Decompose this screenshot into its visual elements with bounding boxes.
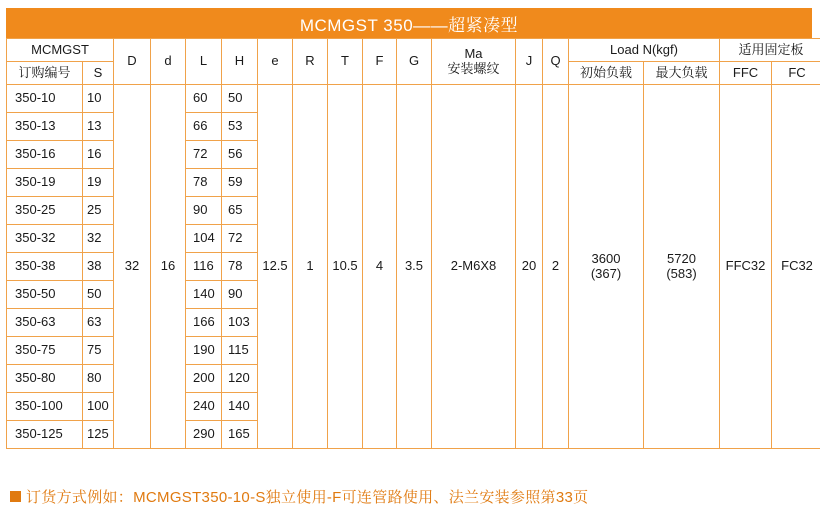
- common-max-load-kgf: (583): [666, 265, 697, 281]
- cell-l: 72: [186, 141, 222, 169]
- header-j: J: [516, 39, 543, 85]
- header-ffc: FFC: [720, 62, 772, 85]
- cell-order-no: 350-100: [7, 393, 83, 421]
- cell-order-no: 350-125: [7, 421, 83, 449]
- table-row: [7, 85, 820, 113]
- cell-order-no: 350-32: [7, 225, 83, 253]
- common-initial-load: [569, 85, 644, 449]
- header-s: S: [83, 62, 114, 85]
- common-g: 3.5: [397, 85, 432, 449]
- common-ffc: FFC32: [720, 85, 772, 449]
- header-r: R: [293, 39, 328, 85]
- cell-l: 104: [186, 225, 222, 253]
- cell-h: 140: [222, 393, 258, 421]
- header-ma-line2: 安装螺纹: [447, 60, 500, 76]
- common-d-upper: 32: [114, 85, 151, 449]
- cell-s: 16: [83, 141, 114, 169]
- order-note: [10, 486, 588, 507]
- cell-h: 115: [222, 337, 258, 365]
- cell-s: 75: [83, 337, 114, 365]
- common-r: 1: [293, 85, 328, 449]
- cell-h: 56: [222, 141, 258, 169]
- order-note-text: 订货方式例如：MCMGST350-10-S独立使用-F可连管路使用、法兰安装参照第33页: [26, 489, 589, 506]
- cell-s: 50: [83, 281, 114, 309]
- cell-order-no: 350-50: [7, 281, 83, 309]
- cell-l: 60: [186, 85, 222, 113]
- header-g: G: [397, 39, 432, 85]
- cell-s: 25: [83, 197, 114, 225]
- cell-l: 200: [186, 365, 222, 393]
- header-l: L: [186, 39, 222, 85]
- common-t: 10.5: [328, 85, 363, 449]
- cell-l: 116: [186, 253, 222, 281]
- header-d-lower: d: [151, 39, 186, 85]
- common-max-load-newton: 5720: [667, 250, 696, 266]
- square-bullet-icon: [10, 491, 21, 502]
- header-initial-load: 初始负载: [569, 62, 644, 85]
- cell-order-no: 350-19: [7, 169, 83, 197]
- cell-l: 90: [186, 197, 222, 225]
- common-fc: FC32: [772, 85, 820, 449]
- header-ma: [432, 39, 516, 85]
- cell-s: 100: [83, 393, 114, 421]
- cell-l: 166: [186, 309, 222, 337]
- cell-s: 13: [83, 113, 114, 141]
- header-f: F: [363, 39, 397, 85]
- cell-order-no: 350-16: [7, 141, 83, 169]
- cell-h: 78: [222, 253, 258, 281]
- cell-s: 10: [83, 85, 114, 113]
- cell-h: 120: [222, 365, 258, 393]
- header-e: e: [258, 39, 293, 85]
- cell-s: 38: [83, 253, 114, 281]
- cell-s: 63: [83, 309, 114, 337]
- cell-h: 65: [222, 197, 258, 225]
- common-initial-load-kgf: (367): [590, 265, 622, 281]
- cell-h: 90: [222, 281, 258, 309]
- cell-l: 290: [186, 421, 222, 449]
- header-order-no: 订购编号: [7, 62, 83, 85]
- table-body: [7, 85, 820, 449]
- header-q: Q: [543, 39, 569, 85]
- header-mount: 适用固定板: [720, 39, 820, 62]
- common-initial-load-newton: 3600: [591, 250, 621, 266]
- header-model-group: MCMGST: [7, 39, 114, 62]
- cell-order-no: 350-63: [7, 309, 83, 337]
- common-q: 2: [543, 85, 569, 449]
- common-ma: 2-M6X8: [432, 85, 516, 449]
- cell-l: 190: [186, 337, 222, 365]
- cell-order-no: 350-13: [7, 113, 83, 141]
- cell-order-no: 350-80: [7, 365, 83, 393]
- common-f: 4: [363, 85, 397, 449]
- cell-order-no: 350-10: [7, 85, 83, 113]
- cell-order-no: 350-38: [7, 253, 83, 281]
- common-max-load: [644, 85, 720, 449]
- cell-h: 50: [222, 85, 258, 113]
- cell-l: 78: [186, 169, 222, 197]
- cell-s: 80: [83, 365, 114, 393]
- common-d-lower: 16: [151, 85, 186, 449]
- cell-h: 53: [222, 113, 258, 141]
- cell-order-no: 350-25: [7, 197, 83, 225]
- cell-l: 140: [186, 281, 222, 309]
- cell-s: 19: [83, 169, 114, 197]
- header-load: Load N(kgf): [569, 39, 720, 62]
- cell-l: 240: [186, 393, 222, 421]
- cell-l: 66: [186, 113, 222, 141]
- cell-h: 59: [222, 169, 258, 197]
- table-title: MCMGST 350——超紧凑型: [6, 8, 812, 38]
- spec-table: [6, 38, 820, 449]
- common-e: 12.5: [258, 85, 293, 449]
- cell-h: 103: [222, 309, 258, 337]
- cell-h: 165: [222, 421, 258, 449]
- header-d-upper: D: [114, 39, 151, 85]
- header-max-load: 最大负载: [644, 62, 720, 85]
- cell-s: 32: [83, 225, 114, 253]
- header-h: H: [222, 39, 258, 85]
- cell-s: 125: [83, 421, 114, 449]
- header-t: T: [328, 39, 363, 85]
- header-ma-line1: Ma: [464, 45, 483, 61]
- cell-order-no: 350-75: [7, 337, 83, 365]
- cell-h: 72: [222, 225, 258, 253]
- header-fc: FC: [772, 62, 820, 85]
- common-j: 20: [516, 85, 543, 449]
